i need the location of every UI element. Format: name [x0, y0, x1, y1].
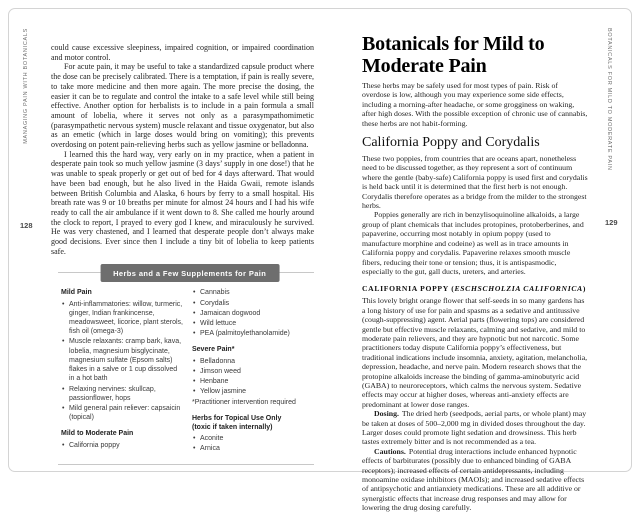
box-title: Herbs and a Few Supplements for Pain: [100, 264, 279, 282]
paragraph: Poppies generally are rich in benzylisoquinoline alkaloids, a large group of plant chemicals that includes protopines, protoberberines, and papaverine, occurring most notably in opium poppy (used to manufacture morphine and codeine) as well as in trace amounts in California poppy and corydalis. Papaverine relaxes smooth muscle fibers, reducing their tone or tension; thus, it is antispasmodic, especially to the gut, gall ducts, ureters, and arteries.: [362, 210, 584, 276]
dosing-text: The dried herb (seedpods, aerial parts, or whole plant) may be taken at doses of 500–2,000 mg in divided doses throughout the day. Larger doses could promote light sedation and drowsiness. This herb tastes extremely bitter and is not recommended as a tea.: [362, 409, 587, 447]
cautions-text: Potential drug interactions include enhanced hypnotic effects of barbiturates (possibly due to enhanced binding of GABA receptors); increased effects of certain antidepressants, including monoamine oxidase inhibitors (MAOIs); and increased sedative effects of antipsychotic and antianxiety medications. These are all additive or synergistic effects that increase drug responses and may allow for lowering the drug dosing carefully.: [362, 446, 585, 513]
list-header: Severe Pain*: [192, 346, 235, 354]
footnote: *Practitioner intervention required: [192, 398, 296, 406]
chapter-title: Botanicals for Mild to Moderate Pain: [362, 33, 545, 77]
box-column-2: [192, 288, 314, 454]
running-head-left: MANAGING PAIN WITH BOTANICALS: [23, 28, 29, 144]
herb-list: [192, 434, 314, 453]
list-item: • Mild general pain reliever: capsaicin (topical): [61, 404, 183, 422]
subsection-heading-text: CALIFORNIA POPPY (: [362, 284, 455, 294]
paragraph: For acute pain, it may be useful to take a standardized capsule product where the dose can be precisely calibrated. There is a temptation, if pain is really severe, to take more medicine and then more again. The more precise the dosing, the easier it can be to regulate and control the intake to a safe level while still being effective. Another option for herbalists is to include in a pain formula a small amount of lobelia, where it serves not only as a parasympathomimetic (parasympathetic nervous system) muscle relaxant and tissue oxygenator, but also as an emetic (which in large doses would bring on vomiting); this prevents overdosing on potent pain-relieving herbs such as yellow jasmine or belladonna.: [51, 62, 314, 150]
list-item: • Cannabis: [192, 288, 314, 297]
list-item: • Muscle relaxants: cramp bark, kava, lobelia, magnesium bisglycinate, magnesium sulfate (Epsom salts) flakes in a salve or 1 cup dissolved in a hot bath: [61, 337, 183, 383]
cautions-label: Cautions.: [374, 446, 406, 456]
list-item: • Wild lettuce: [192, 319, 314, 328]
divider-line: [58, 464, 314, 465]
herb-list: [61, 441, 183, 450]
page-number-left: 128: [20, 221, 33, 230]
list-header-line: (toxic if taken internally): [192, 423, 273, 431]
list-item: • Henbane: [192, 377, 314, 386]
list-item: • Yellow jasmine: [192, 387, 314, 396]
list-item: • Anti-inflammatories: willow, turmeric, ginger, Indian frankincense, meadowsweet, licorice, plant sterols, fish oil (omega-3): [61, 300, 183, 337]
paragraph: These two poppies, from countries that are oceans apart, nonetheless need to be discussed together, as they represent a sort of continuum where the gentle (baby-safe) California poppy is used first and corydalis is held back until it is determined that the first herb is not enough. Corydalis therefore operates as a bridge from the milder to the strongest herbs.: [362, 154, 588, 211]
list-item: • Corydalis: [192, 299, 314, 308]
subsection-heading: [362, 284, 588, 293]
paragraph: I learned this the hard way, very early on in my practice, when a patient in desperate pain took so much yellow jasmine (3 days’ supply in one dose!) that he was unable to speak properly or get out of bed for 4 days afterward. That would have been bad enough, but he also lived in the Haida Gwaii, remote islands between British Columbia and Alaska, 6 hours by ferry to a small hospital. His breath rate was 9 or 10 breaths per minute for almost 24 hours and I had his wife ready to call the air ambulance if it went down to 8. She called me hourly around the clock to report, I prayed to every god I knew, and miraculously he survived. He was very chastened, and I learned that desperate people don’t always make good decisions. Ever since then I include a tiny bit of lobelia to keep patients safe.: [51, 149, 314, 256]
page-right: [362, 33, 588, 513]
list-item: • California poppy: [61, 441, 183, 450]
list-item: • Belladonna: [192, 357, 314, 366]
herb-list: [192, 288, 314, 338]
subsection-heading-text: ): [582, 284, 587, 294]
paragraph: could cause excessive sleepiness, impaired cognition, or impaired coordination and motor control.: [51, 43, 314, 62]
list-header: Mild to Moderate Pain: [61, 430, 134, 438]
list-item: • Arnica: [192, 444, 314, 453]
intro-paragraph: These herbs may be safely used for most types of pain. Risk of overdose is low, although you may experience some side effects, including a morning-after headache, or some grogginess on waking, after high doses. With the possible exception of chronic use of cannabis, these herbs are not habit-forming.: [362, 81, 588, 128]
herb-list: [192, 357, 314, 397]
herb-list: [61, 300, 183, 423]
paragraph: This lovely bright orange flower that self-seeds in so many gardens has a long history of use for pain and spasms as a sedative and antitussive (cough-suppressing) agent. Aerial parts (flowering tops) are considered gentle but effective muscle relaxants, calming and sedative, and mild to moderate pain relievers, and they are hypnotic but not narcotic. Some practitioners today dispute California poppy’s effectiveness, but traditional indications include insomnia, anxiety, agitation, melancholia, depression, headache, and nerve pain. Modern research shows that the protopine alkaloids increase the binding of gamma-aminobutyric acid (GABA) to neuroreceptors, which calms the nervous system. Sedative effects may occur at higher doses, whereas anti-anxiety effects are predominant at lower dose ranges.: [362, 296, 588, 409]
list-item: • Relaxing nervines: skullcap, passionflower, hops: [61, 385, 183, 403]
list-header: Mild Pain: [61, 289, 92, 297]
box-column-1: [61, 288, 183, 454]
herbs-supplements-box: [51, 264, 314, 464]
section-heading: California Poppy and Corydalis: [362, 135, 540, 151]
page-left: [51, 43, 314, 465]
list-header-line: Herbs for Topical Use Only: [192, 414, 282, 422]
latin-name: ESCHSCHOLZIA CALIFORNICA: [454, 284, 583, 294]
list-item: • PEA (palmitoylethanolamide): [192, 329, 314, 338]
list-item: • Jamaican dogwood: [192, 309, 314, 318]
list-header: [192, 414, 314, 432]
box-columns: [51, 288, 314, 454]
list-item: • Aconite: [192, 434, 314, 443]
running-head-right: BOTANICALS FOR MILD TO MODERATE PAIN: [606, 28, 612, 171]
list-item: • Jimson weed: [192, 367, 314, 376]
dosing-paragraph: [362, 409, 588, 447]
dosing-label: Dosing.: [374, 409, 399, 419]
page-number-right: 129: [605, 218, 618, 227]
box-header: [51, 264, 314, 281]
